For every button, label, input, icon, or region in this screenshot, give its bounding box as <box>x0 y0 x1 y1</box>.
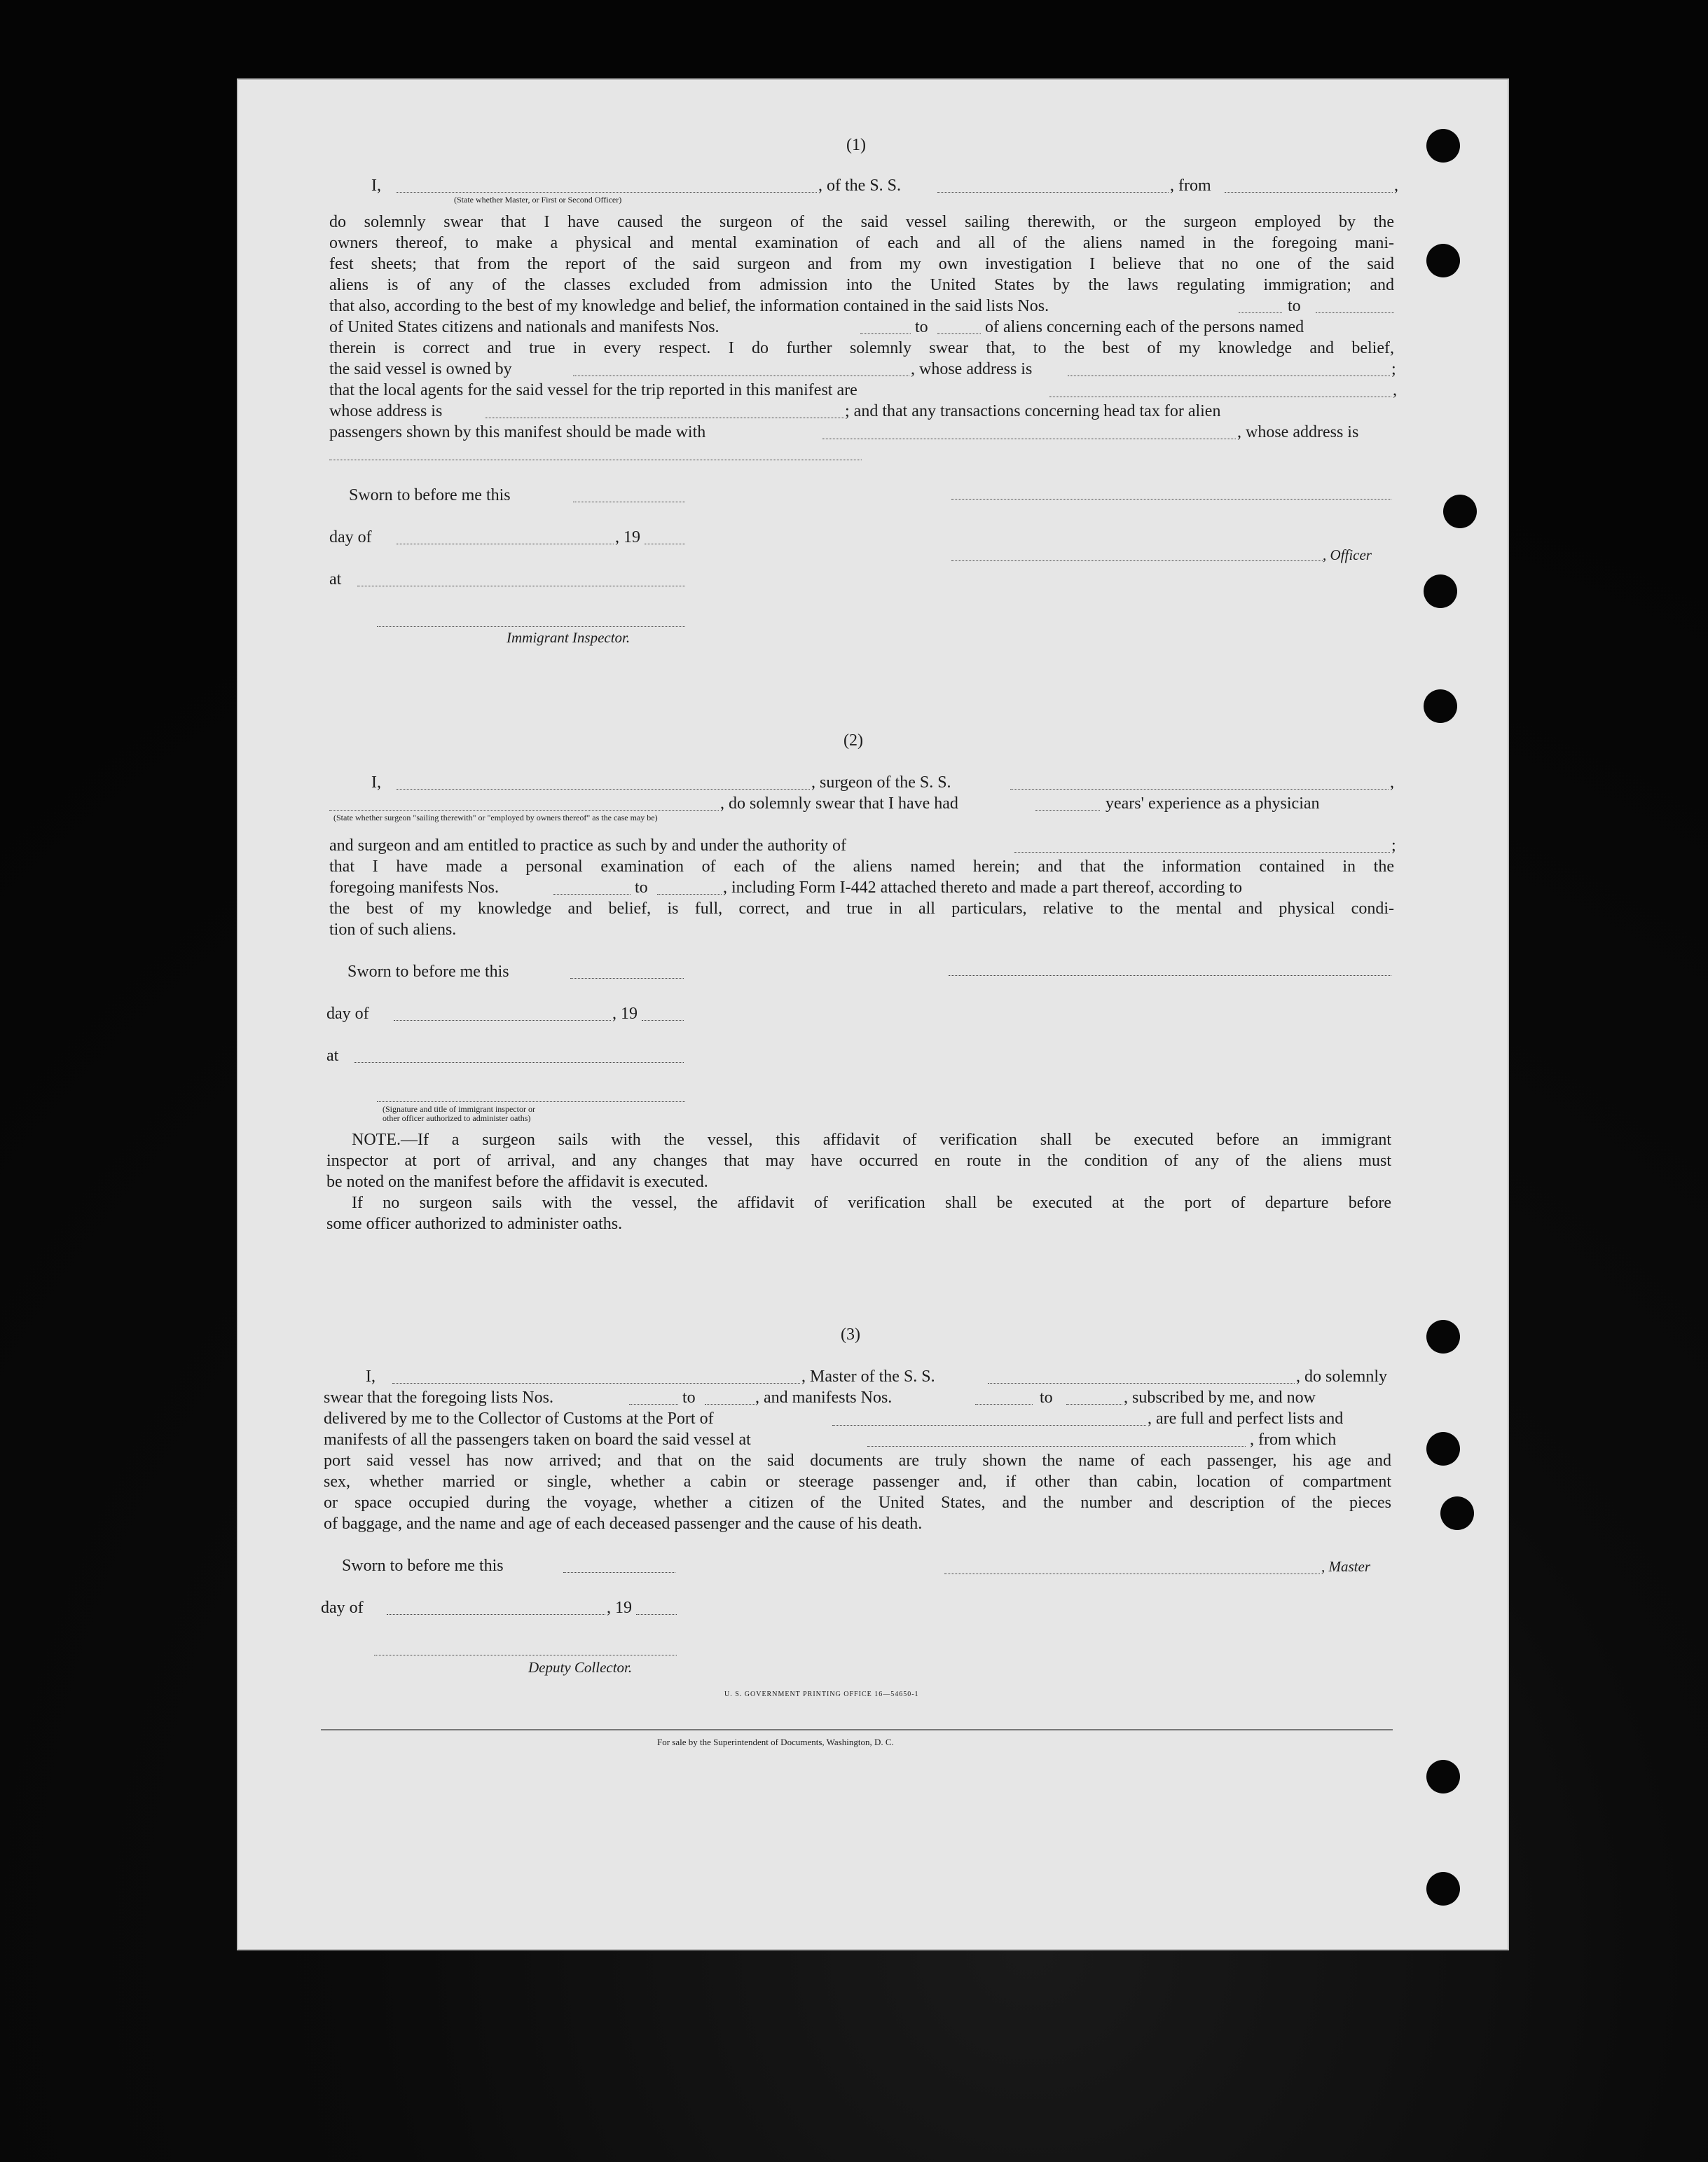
s1-inspector-signature-field[interactable] <box>377 626 685 627</box>
s1-officer-field[interactable] <box>397 192 817 193</box>
s2-swear-label: , do solemnly swear that I have had <box>720 794 958 813</box>
s2-sworn-label: Sworn to before me this <box>347 963 509 981</box>
s1-lists-to-field[interactable] <box>1316 312 1394 313</box>
s2-exam-line: that I have made a personal examination of each of the aliens named herein; and that the information contained in the <box>329 858 1394 876</box>
s1-officer-signature-field[interactable] <box>951 499 1391 500</box>
punch-hole-4 <box>1424 574 1457 608</box>
s2-ship-field[interactable] <box>1010 789 1389 790</box>
s3-lists-label: swear that the foregoing lists Nos. <box>324 1389 553 1407</box>
s2-at-label: at <box>326 1047 339 1065</box>
s1-day-of-label: day of <box>329 528 372 546</box>
s2-caption-sig-1: (Signature and title of immigrant inspector or <box>383 1104 535 1114</box>
s1-from-field[interactable] <box>1225 192 1393 193</box>
s1-ship-field[interactable] <box>937 192 1169 193</box>
s1-manifests-to-label: to <box>915 318 928 336</box>
s2-note-line-3: be noted on the manifest before the affidavit is executed. <box>326 1173 708 1191</box>
s1-therein-line: therein is correct and true in every respect. I do further solemnly swear that, to the best of my knowledge and belief, <box>329 339 1394 357</box>
s2-signature-field[interactable] <box>949 975 1391 976</box>
s1-lists-label: that also, according to the best of my knowledge and belief, the information contained in the said lists Nos. <box>329 297 1049 315</box>
s1-para-line-1: do solemnly swear that I have caused the surgeon of the said vessel sailing therewith, or the surgeon employed by the <box>329 213 1394 231</box>
s1-year-label: , 19 <box>615 528 640 546</box>
s1-caption-master: (State whether Master, or First or Second Officer) <box>454 195 622 205</box>
s2-line1-end: , <box>1390 773 1394 792</box>
s1-owned-end: ; <box>1391 360 1396 378</box>
s2-year-field[interactable] <box>642 1020 684 1021</box>
s3-line1-end: , do solemnly <box>1296 1368 1387 1386</box>
s3-master-name-field[interactable] <box>392 1383 800 1384</box>
s1-line1-end: , <box>1394 177 1398 195</box>
s2-note-line-1: NOTE.—If a surgeon sails with the vessel, this affidavit of verification shall be executed before an immigrant <box>352 1131 1391 1149</box>
s2-i-label: I, <box>371 773 381 792</box>
s3-master-sig-label: , Master <box>1321 1558 1370 1575</box>
s3-year-field[interactable] <box>636 1614 677 1615</box>
s3-taken-label: manifests of all the passengers taken on board the said vessel at <box>324 1431 751 1449</box>
section-2-number: (2) <box>843 731 863 750</box>
s3-para-line-4: of baggage, and the name and age of each deceased passenger and the cause of his death. <box>324 1515 923 1533</box>
s1-para-line-4: aliens is of any of the classes excluded from admission into the United States by the laws regulating immigration; and <box>329 276 1394 294</box>
punch-hole-2 <box>1426 244 1460 277</box>
s2-note-line-2: inspector at port of arrival, and any changes that may have occurred en route in the condition of any of the aliens must <box>326 1152 1391 1170</box>
punch-hole-6 <box>1426 1320 1460 1354</box>
s2-sworn-day-field[interactable] <box>570 978 684 979</box>
s1-manifests-to-field[interactable] <box>937 333 981 334</box>
s3-manifests-from-field[interactable] <box>975 1404 1033 1405</box>
s3-port-end: , are full and perfect lists and <box>1148 1410 1344 1428</box>
s1-owned-label: the said vessel is owned by <box>329 360 512 378</box>
s1-citizens-label: of United States citizens and nationals and manifests Nos. <box>329 318 719 336</box>
s2-years-label: years' experience as a physician <box>1106 794 1320 813</box>
printing-office-note: U. S. GOVERNMENT PRINTING OFFICE 16—54650-1 <box>724 1691 919 1698</box>
s3-sworn-label: Sworn to before me this <box>342 1557 504 1575</box>
s3-ship-field[interactable] <box>988 1383 1295 1384</box>
s2-surgeon-name-field[interactable] <box>397 789 810 790</box>
s3-subscribed-label: , subscribed by me, and now <box>1124 1389 1316 1407</box>
s2-caption-sig-2: other officer authorized to administer oaths) <box>383 1113 531 1123</box>
s2-month-field[interactable] <box>394 1020 611 1021</box>
s3-port-label: delivered by me to the Collector of Customs at the Port of <box>324 1410 714 1428</box>
s3-para-line-1: port said vessel has now arrived; and that on the said documents are truly shown the name of each passenger, his age and <box>324 1452 1391 1470</box>
s3-manifests-to-label: to <box>1040 1389 1053 1407</box>
s2-note2-line-1: If no surgeon sails with the vessel, the affidavit of verification shall be executed at the port of departure before <box>352 1194 1391 1212</box>
s1-passengers-end: , whose address is <box>1237 423 1359 441</box>
s3-day-of-label: day of <box>321 1599 364 1617</box>
s2-manifests-label: foregoing manifests Nos. <box>329 879 499 897</box>
s3-boarded-at-field[interactable] <box>867 1446 1246 1447</box>
s2-manifests-to-field[interactable] <box>657 894 722 895</box>
s1-at-label: at <box>329 570 342 588</box>
section-3-number: (3) <box>841 1326 860 1344</box>
s3-year-label: , 19 <box>607 1599 632 1617</box>
s1-sworn-label: Sworn to before me this <box>349 486 511 504</box>
s2-tion-line: tion of such aliens. <box>329 921 457 939</box>
punch-hole-5 <box>1424 689 1457 723</box>
punch-hole-10 <box>1426 1872 1460 1906</box>
punch-hole-7 <box>1426 1432 1460 1466</box>
s3-port-field[interactable] <box>832 1425 1146 1426</box>
s2-surgeon-label: , surgeon of the S. S. <box>811 773 951 792</box>
s1-officer-label: , Officer <box>1323 546 1372 563</box>
punch-hole-9 <box>1426 1760 1460 1793</box>
s1-whose-label: whose address is <box>329 402 443 420</box>
s1-para-line-2: owners thereof, to make a physical and mental examination of each and all of the aliens named in the foregoing mani- <box>329 234 1394 252</box>
s3-deputy-label: Deputy Collector. <box>528 1659 633 1676</box>
s1-citizens-end: of aliens concerning each of the persons named <box>985 318 1304 336</box>
s3-manifests-to-field[interactable] <box>1066 1404 1122 1405</box>
s3-para-line-2: sex, whether married or single, whether a cabin or steerage passenger and, if other than cabin, location of compartment <box>324 1473 1391 1491</box>
footer-rule <box>321 1729 1393 1730</box>
s1-lists-to-label: to <box>1288 297 1301 315</box>
punch-hole-8 <box>1440 1496 1474 1530</box>
s2-manifests-to-label: to <box>635 879 648 897</box>
s2-day-of-label: day of <box>326 1005 369 1023</box>
s2-years-field[interactable] <box>1035 810 1100 811</box>
s2-authority-label: and surgeon and am entitled to practice as such by and under the authority of <box>329 836 846 855</box>
s2-best-line: the best of my knowledge and belief, is full, correct, and true in all particulars, relative to the mental and physical condi- <box>329 900 1394 918</box>
s1-owner-address-label: , whose address is <box>911 360 1033 378</box>
s3-para-line-3: or space occupied during the voyage, whether a citizen of the United States, and the number and description of the pieces <box>324 1494 1391 1512</box>
s2-at-field[interactable] <box>354 1062 684 1063</box>
s1-agents-label: that the local agents for the said vessel for the trip reported in this manifest are <box>329 381 858 399</box>
punch-hole-1 <box>1426 129 1460 163</box>
s2-manifests-end: , including Form I-442 attached thereto and made a part thereof, according to <box>723 879 1243 897</box>
s3-lists-to-label: to <box>682 1389 696 1407</box>
s1-of-ss-label: , of the S. S. <box>818 177 902 195</box>
s1-manifests-from-field[interactable] <box>860 333 911 334</box>
sale-notice: For sale by the Superintendent of Documents, Washington, D. C. <box>657 1737 894 1747</box>
s2-inspector-signature-field[interactable] <box>377 1101 685 1102</box>
s1-agents-end: , <box>1393 381 1397 399</box>
punch-hole-3 <box>1443 495 1477 528</box>
s1-lists-from-field[interactable] <box>1239 312 1282 313</box>
s3-from-which: , from which <box>1250 1431 1337 1449</box>
s3-master-label: , Master of the S. S. <box>801 1368 935 1386</box>
s2-surgeon-type-field[interactable] <box>329 810 719 811</box>
s3-i-label: I, <box>366 1368 376 1386</box>
s1-inspector-label: Immigrant Inspector. <box>507 629 631 646</box>
s1-para-line-3: fest sheets; that from the report of the said surgeon and from my own investigation I believe that no one of the said <box>329 255 1394 273</box>
s1-officer-title-field[interactable] <box>951 560 1323 561</box>
s2-manifests-from-field[interactable] <box>553 894 631 895</box>
s3-month-field[interactable] <box>387 1614 605 1615</box>
s2-caption-surgeon: (State whether surgeon "sailing therewith" or "employed by owners thereof" as the case may be) <box>333 813 658 822</box>
s3-lists-to-field[interactable] <box>705 1404 755 1405</box>
s3-manifests-label: , and manifests Nos. <box>755 1389 893 1407</box>
s2-authority-end: ; <box>1391 836 1396 855</box>
s1-whose-end: ; and that any transactions concerning head tax for alien <box>845 402 1221 420</box>
s3-lists-from-field[interactable] <box>629 1404 678 1405</box>
s2-authority-field[interactable] <box>1014 852 1390 853</box>
form-page <box>237 78 1509 1950</box>
s1-passengers-label: passengers shown by this manifest should be made with <box>329 423 706 441</box>
s1-i-label: I, <box>371 177 381 195</box>
section-1-number: (1) <box>846 136 866 154</box>
s3-sworn-day-field[interactable] <box>563 1572 675 1573</box>
s2-year-label: , 19 <box>612 1005 638 1023</box>
s2-note2-line-2: some officer authorized to administer oaths. <box>326 1215 623 1233</box>
s1-from-label: , from <box>1170 177 1211 195</box>
